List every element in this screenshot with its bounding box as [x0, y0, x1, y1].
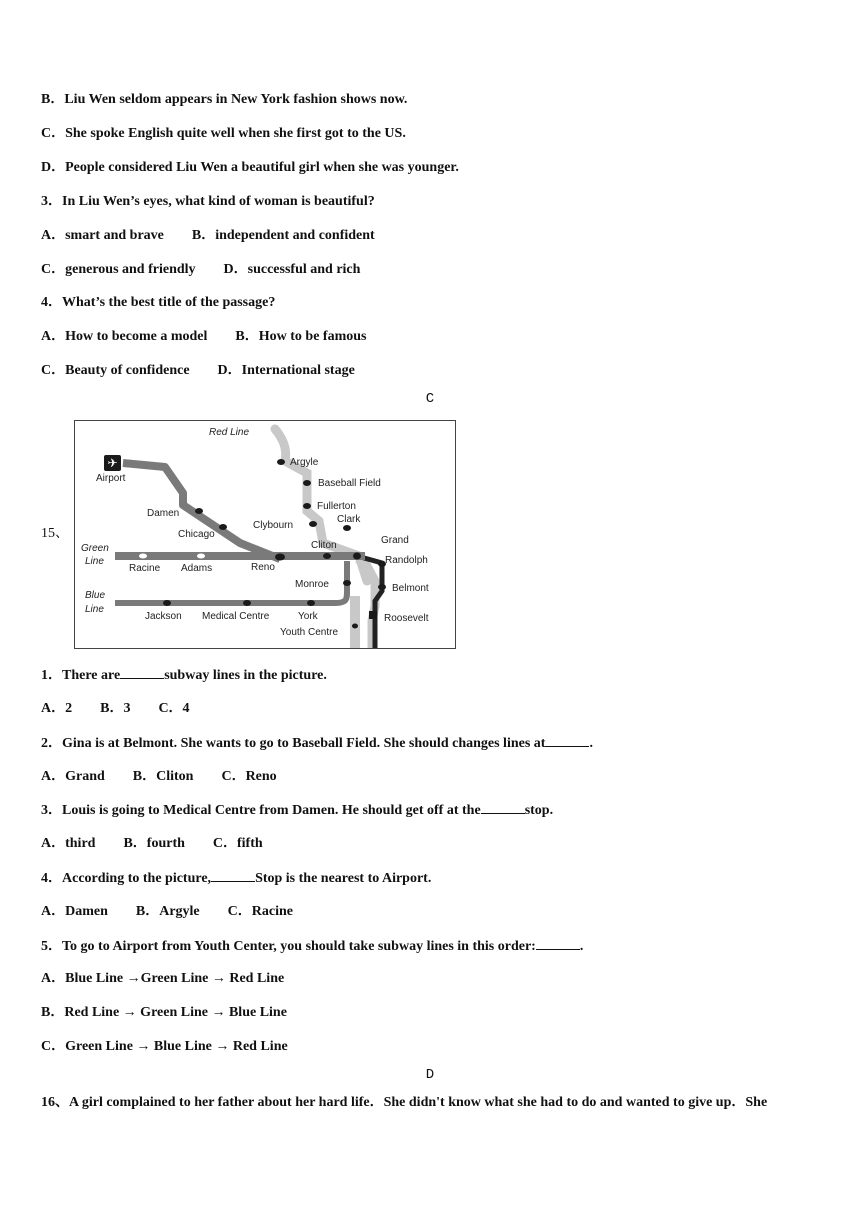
answer-blank — [211, 869, 255, 882]
question-4-nearest-stop: 4．According to the picture, Stop is the nearest to Airport. — [41, 871, 432, 886]
question-3-beautiful-woman: 3．In Liu Wen’s eyes, what kind of woman is beautiful? — [41, 194, 375, 209]
station-label-roosevelt: Roosevelt — [384, 613, 429, 624]
station-label-fullerton: Fullerton — [317, 501, 356, 512]
answer-blank — [536, 937, 580, 950]
green-line-label-1: Green — [81, 543, 109, 554]
station-dot-baseball-field — [303, 480, 311, 486]
station-dot-medical-centre — [243, 600, 251, 606]
station-dot-racine — [139, 554, 147, 559]
q5-option-c: C．Green Line → Blue Line → Red Line — [41, 1039, 288, 1054]
station-dot-york — [307, 600, 315, 606]
question-3-get-off: 3．Louis is going to Medical Centre from Damen. He should get off at the stop. — [41, 803, 554, 818]
station-dot-clybourn — [309, 521, 317, 527]
q4-options: A．Damen B．Argyle C．Racine — [41, 904, 293, 919]
station-label-baseball-field: Baseball Field — [318, 478, 381, 489]
option-d-beautiful-girl: D．People considered Liu Wen a beautiful girl when she was younger. — [41, 160, 459, 175]
station-label-adams: Adams — [181, 563, 213, 574]
station-dot-roosevelt — [369, 611, 377, 619]
subway-map — [74, 420, 456, 649]
section-c-heading: C — [425, 391, 435, 407]
station-dot-cliton — [323, 553, 331, 559]
station-label-damen: Damen — [147, 508, 180, 519]
q5-option-a: A．Blue Line →Green Line → Red Line — [41, 971, 285, 986]
q3-options: A．third B．fourth C．fifth — [41, 836, 263, 851]
station-dot-belmont — [378, 584, 386, 590]
station-label-clark: Clark — [337, 514, 361, 525]
station-label-monroe: Monroe — [295, 579, 329, 590]
question-2-change-lines: 2．Gina is at Belmont. She wants to go to Baseball Field. She should changes lines at . — [41, 736, 593, 751]
q4-options-ab: A．How to become a model B．How to be famous — [41, 329, 367, 344]
blue-line-label-1: Blue — [85, 590, 106, 601]
section-d-heading: D — [425, 1067, 435, 1083]
station-label-youth-centre: Youth Centre — [280, 627, 339, 638]
question-5-line-order: 5．To go to Airport from Youth Center, you should take subway lines in this order: . — [41, 939, 584, 954]
station-label-airport: Airport — [96, 473, 126, 484]
q5-option-b: B．Red Line → Green Line → Blue Line — [41, 1005, 287, 1020]
blue-line-label-2: Line — [85, 604, 104, 615]
station-dot-reno — [275, 554, 285, 561]
station-dot-fullerton — [303, 503, 311, 509]
q3-options-ab: A．smart and brave B．independent and confident — [41, 228, 375, 243]
station-dot-jackson — [163, 600, 171, 606]
red-line-label: Red Line — [209, 427, 250, 438]
station-label-argyle: Argyle — [290, 457, 319, 468]
station-dot-chicago — [219, 524, 227, 530]
station-label-york: York — [298, 611, 318, 622]
station-dot-monroe — [343, 580, 351, 586]
question-1-subway-lines: 1．There are subway lines in the picture. — [41, 668, 327, 683]
q4-options-cd: C．Beauty of confidence D．International stage — [41, 363, 355, 378]
answer-blank — [120, 666, 164, 679]
station-label-grand: Grand — [381, 535, 409, 546]
station-label-cliton: Cliton — [311, 540, 337, 551]
question-15-number: 15、 — [41, 526, 69, 541]
station-label-reno: Reno — [251, 562, 275, 573]
option-c-spoke-english: C．She spoke English quite well when she first got to the US. — [41, 126, 406, 141]
plane-glyph-icon: ✈ — [107, 456, 118, 470]
answer-blank — [481, 801, 525, 814]
station-label-chicago: Chicago — [178, 529, 215, 540]
station-dot-adams — [197, 554, 205, 559]
station-dot-grand — [353, 553, 361, 560]
station-dot-damen — [195, 508, 203, 514]
q1-options: A．2 B．3 C．4 — [41, 701, 190, 716]
station-dot-youth-centre — [352, 624, 358, 629]
station-label-jackson: Jackson — [145, 611, 182, 622]
station-label-belmont: Belmont — [392, 583, 429, 594]
q3-options-cd: C．generous and friendly D．successful and rich — [41, 262, 361, 277]
option-b-liu-wen: B．Liu Wen seldom appears in New York fashion shows now. — [41, 92, 408, 107]
subway-map-svg — [75, 421, 455, 648]
station-dot-argyle — [277, 459, 285, 465]
answer-blank — [545, 734, 589, 747]
green-line-label-2: Line — [85, 556, 104, 567]
question-4-best-title: 4．What’s the best title of the passage? — [41, 295, 276, 310]
station-label-medical-centre: Medical Centre — [202, 611, 270, 622]
q2-options: A．Grand B．Cliton C．Reno — [41, 769, 277, 784]
station-dot-clark — [343, 525, 351, 531]
station-label-randolph: Randolph — [385, 555, 428, 566]
passage-16-first-line: 16、A girl complained to her father about her hard life．She didn't know what she had to do and wanted to give up．She — [41, 1095, 768, 1110]
station-label-clybourn: Clybourn — [253, 520, 294, 531]
station-label-racine: Racine — [129, 563, 161, 574]
